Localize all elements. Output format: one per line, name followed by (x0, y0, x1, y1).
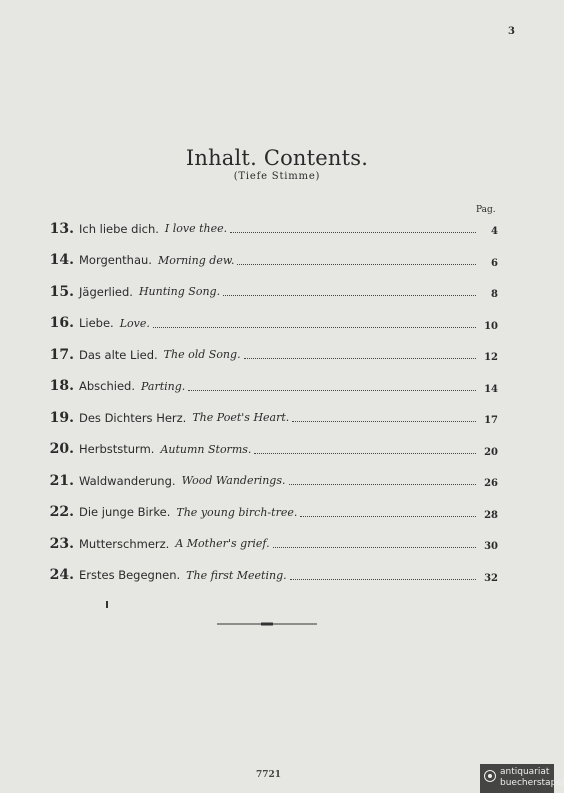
toc-entry-page: 6 (491, 257, 498, 269)
toc-entry-german-title: Jägerlied. (79, 284, 133, 299)
toc-entry-english-title: Morning dew. (157, 253, 235, 267)
dot-leader (290, 579, 476, 580)
toc-entry-number: 15. (49, 283, 74, 300)
toc-entry-page: 26 (484, 478, 498, 490)
toc-entry (48, 402, 498, 434)
toc-entry-english-title: A Mother's grief. (175, 537, 270, 551)
toc-entry-number: 20. (49, 441, 74, 458)
page-title: Inhalt. Contents. (185, 146, 369, 170)
toc-entry (48, 339, 498, 371)
plate-number: 7721 (256, 770, 282, 780)
toc-entry (48, 528, 498, 560)
dot-leader (237, 264, 476, 265)
toc-entry-german-title: Das alte Lied. (79, 347, 158, 362)
toc-entry-number: 18. (49, 378, 74, 395)
toc-entry-number: 14. (49, 252, 74, 269)
toc-entry-german-title: Ich liebe dich. (79, 221, 159, 236)
toc-entry-number: 21. (49, 472, 74, 489)
toc-entry-page: 8 (491, 289, 498, 301)
toc-entry-page: 30 (484, 541, 498, 553)
toc-entry-number: 23. (49, 535, 74, 552)
toc-entry-english-title: Wood Wanderings. (181, 474, 286, 488)
toc-entry-english-title: Autumn Storms. (160, 442, 252, 456)
toc-entry-page: 14 (484, 383, 498, 395)
toc-entry-german-title: Des Dichters Herz. (79, 410, 187, 425)
dot-leader (230, 232, 476, 233)
toc-entry-number: 24. (49, 567, 74, 584)
toc-entry-english-title: I love thee. (164, 222, 228, 236)
dot-leader (244, 358, 476, 359)
page-number: 3 (508, 26, 515, 37)
toc-entry (48, 465, 498, 497)
toc-entry-page: 4 (491, 226, 498, 238)
dot-leader (289, 484, 477, 485)
toc-entry-english-title: The first Meeting. (186, 568, 287, 582)
toc-entry-german-title: Morgenthau. (79, 253, 152, 268)
dot-leader (254, 453, 476, 454)
toc-entry (48, 434, 498, 466)
watermark-line-2: buecherstapel (500, 778, 564, 788)
toc-entry-german-title: Abschied. (79, 379, 135, 394)
dot-leader (292, 421, 476, 422)
toc-entry (48, 213, 498, 245)
toc-entry (48, 497, 498, 529)
toc-entry-page: 12 (484, 352, 498, 364)
toc-entry-english-title: Hunting Song. (138, 285, 221, 299)
toc-entry-page: 28 (484, 509, 498, 521)
page-subtitle: (Tiefe Stimme) (233, 171, 321, 182)
table-of-contents (48, 213, 498, 591)
stray-ink-mark (106, 601, 108, 608)
toc-entry-number: 17. (49, 346, 74, 363)
toc-entry-german-title: Waldwanderung. (79, 473, 176, 488)
antiquariat-watermark (480, 764, 564, 793)
toc-entry (48, 308, 498, 340)
toc-entry (48, 245, 498, 277)
toc-entry-number: 13. (49, 220, 74, 237)
dot-leader (300, 516, 476, 517)
toc-entry-page: 32 (484, 572, 498, 584)
toc-entry-english-title: Parting. (141, 379, 186, 393)
dot-leader (223, 295, 476, 296)
toc-entry-number: 19. (49, 409, 74, 426)
toc-entry-german-title: Die junge Birke. (79, 505, 171, 520)
dot-leader (273, 547, 476, 548)
dot-leader (188, 390, 476, 391)
toc-entry-english-title: The Poet's Heart. (192, 411, 290, 425)
divider-ornament (217, 620, 317, 628)
toc-entry-english-title: Love. (119, 316, 150, 330)
antiquariat-logo-icon (484, 770, 496, 782)
toc-entry-german-title: Herbststurm. (79, 442, 155, 457)
toc-entry (48, 560, 498, 592)
toc-entry-german-title: Liebe. (79, 316, 114, 331)
page-column-label: Pag. (476, 205, 496, 215)
toc-entry-number: 16. (49, 315, 74, 332)
watermark-line-1: antiquariat (500, 767, 550, 777)
toc-entry-german-title: Erstes Begegnen. (79, 568, 181, 583)
dot-leader (153, 327, 476, 328)
toc-entry-german-title: Mutterschmerz. (79, 536, 170, 551)
toc-entry-english-title: The old Song. (163, 348, 241, 362)
toc-entry (48, 276, 498, 308)
toc-entry-page: 20 (484, 446, 498, 458)
toc-entry-english-title: The young birch-tree. (176, 505, 298, 519)
toc-entry (48, 371, 498, 403)
toc-entry-page: 17 (484, 415, 498, 427)
toc-entry-page: 10 (484, 320, 498, 332)
toc-entry-number: 22. (49, 504, 74, 521)
